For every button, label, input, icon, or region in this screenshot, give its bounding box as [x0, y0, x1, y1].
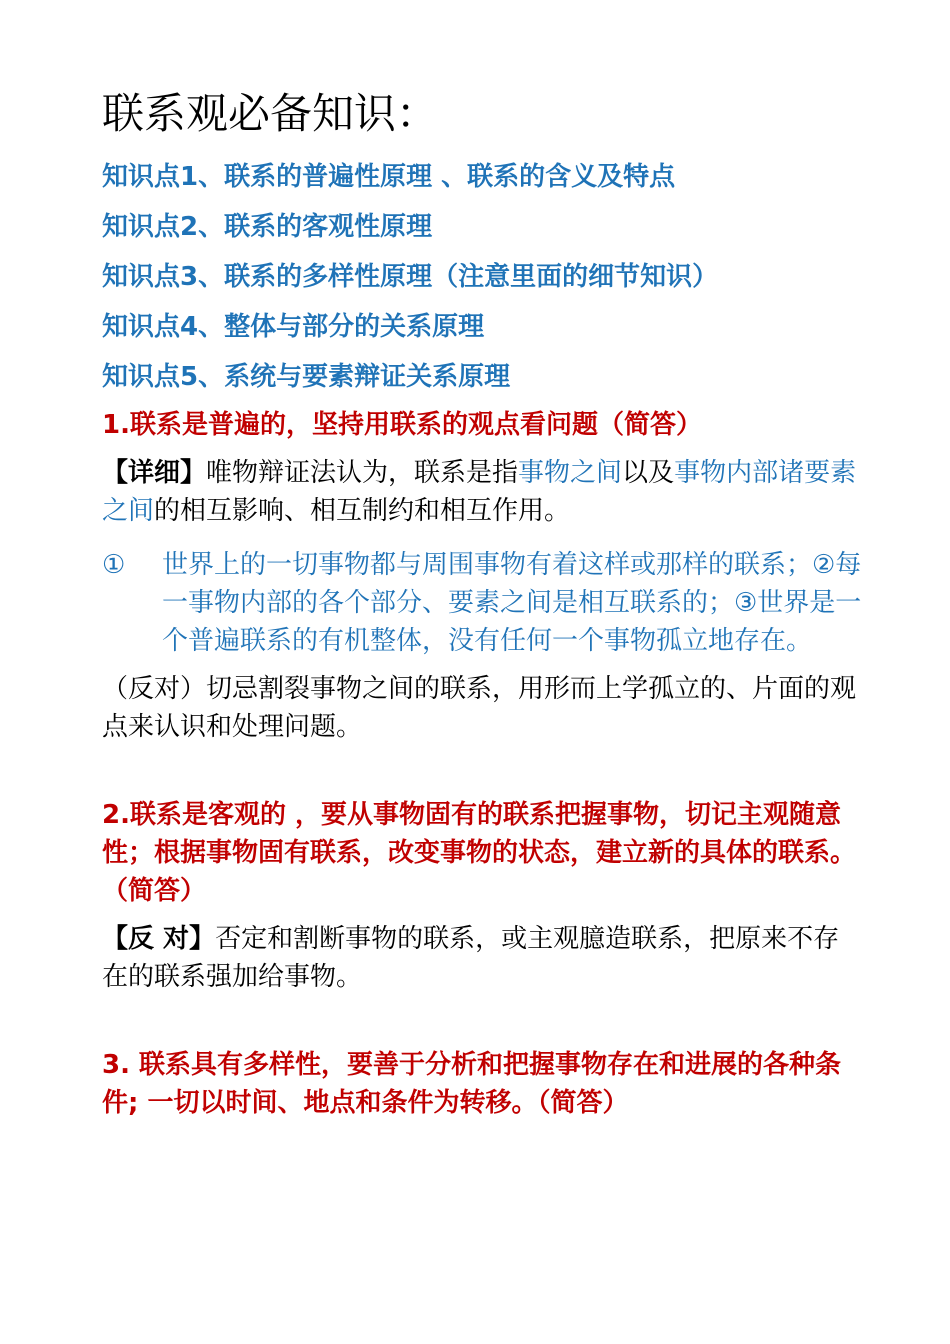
section-2	[102, 796, 862, 996]
section-1-detail	[102, 454, 862, 530]
section-1-heading: 1.联系是普遍的，坚持用联系的观点看问题（简答）	[102, 410, 702, 440]
spacer	[102, 996, 862, 1042]
document-page	[102, 86, 862, 1132]
knowledge-point-5: 知识点5、系统与要素辩证关系原理	[102, 362, 511, 392]
detail-highlight-b: 事物内部诸要素之间	[102, 458, 857, 526]
detail-text-c: 的相互影响、相互制约和相互作用。	[154, 496, 571, 526]
detail-label: 【详细】	[102, 458, 207, 488]
section-3-heading: 3. 联系具有多样性，要善于分析和把握事物存在和进展的各种条件; 一切以时间、地点和条件为转移。（简答）	[102, 1050, 842, 1118]
section-1-list-item	[102, 546, 862, 660]
knowledge-point-list	[102, 152, 862, 402]
detail-text-a: 唯物辩证法认为，联系是指	[206, 458, 519, 488]
section-1	[102, 406, 862, 746]
oppose-text: 否定和割断事物的联系，或主观臆造联系，把原来不存在的联系强加给事物。	[102, 924, 840, 992]
knowledge-point-1: 知识点1、联系的普遍性原理 、联系的含义及特点	[102, 162, 676, 192]
section-1-oppose: （反对）切忌割裂事物之间的联系，用形而上学孤立的、片面的观点来认识和处理问题。	[102, 674, 857, 742]
list-text: 世界上的一切事物都与周围事物有着这样或那样的联系；②每一事物内部的各个部分、要素之间是相互联系的；③世界是一个普遍联系的有机整体，没有任何一个事物孤立地存在。	[162, 550, 862, 656]
knowledge-point-4: 知识点4、整体与部分的关系原理	[102, 312, 485, 342]
section-2-heading: 2.联系是客观的 ，要从事物固有的联系把握事物，切记主观随意性；根据事物固有联系，改变事物的状态，建立新的具体的联系。（简答）	[102, 800, 857, 906]
list-marker: ①	[102, 550, 126, 580]
knowledge-point-3: 知识点3、联系的多样性原理（注意里面的细节知识）	[102, 262, 719, 292]
detail-text-b: 以及	[622, 458, 675, 488]
oppose-label: 【反 对】	[102, 924, 216, 954]
page-title: 联系观必备知识：	[102, 89, 439, 138]
detail-highlight-a: 事物之间	[518, 458, 623, 488]
knowledge-point-2: 知识点2、联系的客观性原理	[102, 212, 433, 242]
section-3	[102, 1046, 862, 1122]
section-2-oppose	[102, 920, 862, 996]
spacer	[102, 746, 862, 792]
